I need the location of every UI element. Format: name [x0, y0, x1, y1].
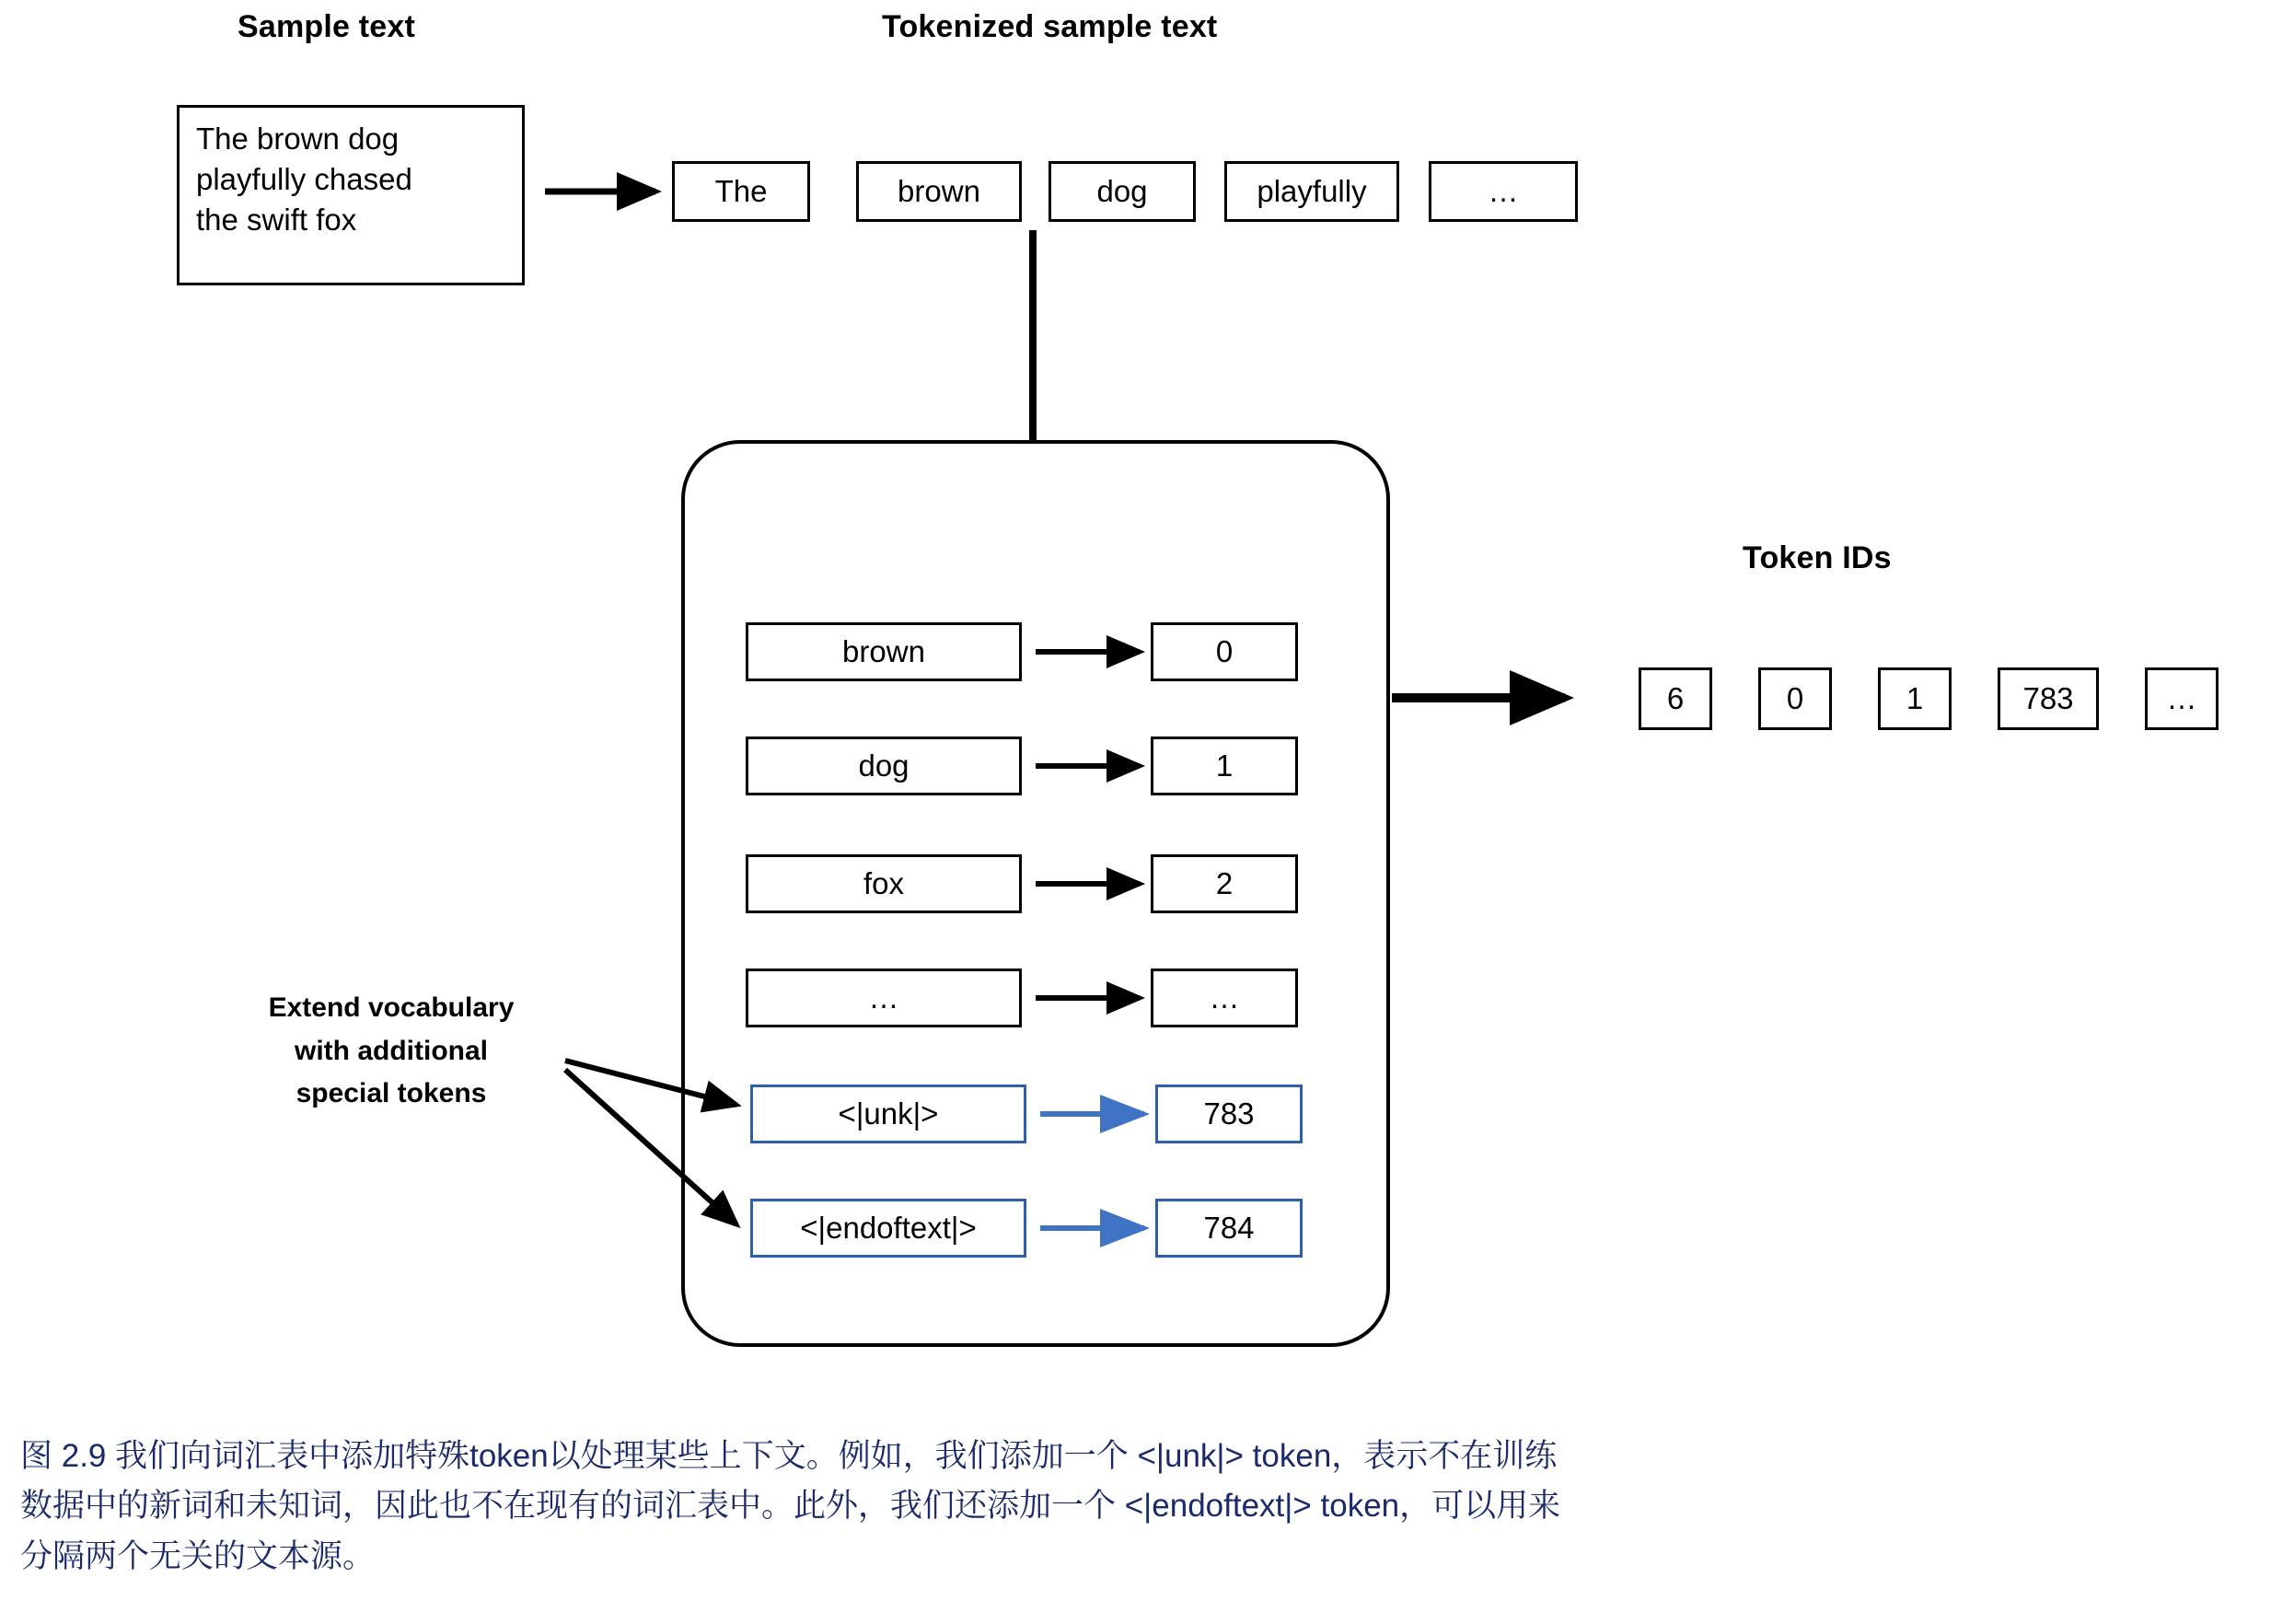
token-box: brown: [856, 161, 1022, 222]
token-id-box: 6: [1639, 667, 1712, 730]
sample-text-line-2: playfully chased: [196, 161, 412, 196]
vocab-word-box-special: <|endoftext|>: [750, 1199, 1026, 1258]
caption-line-3: 分隔两个无关的文本源。: [20, 1537, 376, 1574]
vocab-id-box-special: 783: [1155, 1085, 1303, 1143]
annotation-line-2: with additional: [295, 1035, 488, 1066]
vocab-id-box-special: 784: [1155, 1199, 1303, 1258]
token-box: …: [1429, 161, 1578, 222]
extend-vocabulary-annotation: [230, 987, 552, 1116]
sample-text-box: [177, 105, 525, 285]
sample-text-line-1: The brown dog: [196, 122, 400, 156]
token-id-box: …: [2145, 667, 2219, 730]
vocab-word-box: fox: [746, 854, 1022, 913]
annotation-line-1: Extend vocabulary: [268, 992, 515, 1023]
vocab-id-box: 1: [1151, 737, 1298, 795]
caption-line-2: 数据中的新词和未知词，因此也不在现有的词汇表中。此外，我们还添加一个 <|endoftext|> token，可以用来: [20, 1488, 1561, 1525]
vocab-id-box: 0: [1151, 622, 1298, 681]
token-box: The: [672, 161, 810, 222]
vocab-id-box: 2: [1151, 854, 1298, 913]
sample-text-heading: Sample text: [238, 9, 416, 44]
token-ids-heading: Token IDs: [1743, 540, 1892, 575]
token-id-box: 0: [1758, 667, 1832, 730]
vocab-id-box: …: [1151, 969, 1298, 1027]
token-id-box: 1: [1878, 667, 1952, 730]
token-box: playfully: [1224, 161, 1399, 222]
caption-line-1: 图 2.9 我们向词汇表中添加特殊token以处理某些上下文。例如，我们添加一个 <|unk|> token，表示不在训练: [20, 1438, 1558, 1474]
annotation-line-3: special tokens: [295, 1078, 487, 1108]
tokenized-sample-text-heading: Tokenized sample text: [882, 9, 1218, 44]
sample-text-line-3: the swift fox: [196, 202, 357, 237]
vocab-word-box: brown: [746, 622, 1022, 681]
token-box: dog: [1049, 161, 1196, 222]
vocab-word-box: …: [746, 969, 1022, 1027]
figure-caption: [20, 1432, 2276, 1582]
vocab-word-box-special: <|unk|>: [750, 1085, 1026, 1143]
vocab-word-box: dog: [746, 737, 1022, 795]
token-id-box: 783: [1998, 667, 2099, 730]
